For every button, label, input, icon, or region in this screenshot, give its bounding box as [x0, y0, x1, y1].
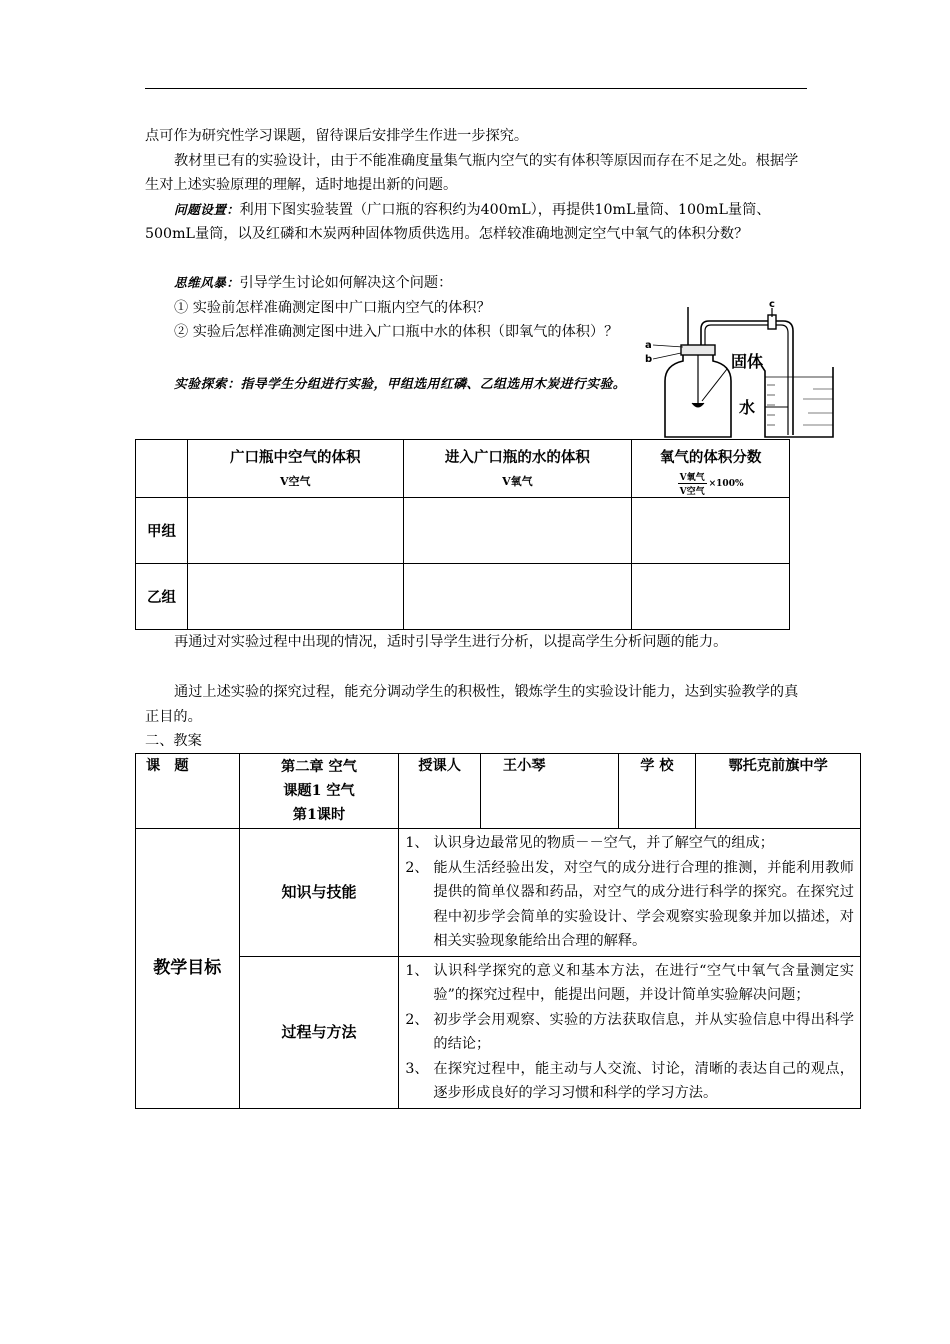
- summary-paragraph: 通过上述实验的探究过程，能充分调动学生的积极性，锻炼学生的实验设计能力，达到实验教学的真正目的。: [145, 684, 799, 725]
- corner-cell: [136, 440, 188, 498]
- table-cell: [403, 564, 632, 630]
- table-cell: [403, 498, 632, 564]
- fraction-numerator: V氧气: [678, 470, 707, 484]
- question-text: 利用下图实验装置（广口瓶的容积约为400mL），再提供10mL量筒、100mL量筒、500mL量筒，以及红磷和木炭两种固体物质供选用。怎样较准确地测定空气中氧气的体积分数？: [145, 201, 771, 242]
- school-name: 鄂托克前旗中学: [696, 754, 861, 829]
- question-1: ① 实验前怎样准确测定图中广口瓶内空气的体积？: [174, 299, 491, 316]
- analysis-paragraph: 再通过对实验过程中出现的情况，适时引导学生进行分析，以提高学生分析问题的能力。: [174, 634, 728, 650]
- explore-paragraph: [145, 372, 642, 397]
- label-a: a: [645, 340, 652, 351]
- fraction-denominator: V空气: [679, 487, 705, 497]
- list-item: 2、 初步学会用观察、实验的方法获取信息，并从实验信息中得出科学的结论；: [405, 1011, 854, 1052]
- row-label-group-b: 乙组: [136, 564, 188, 630]
- topic-cell: [239, 754, 399, 829]
- goal-label: 教学目标: [136, 829, 240, 1109]
- question-paragraph: [145, 198, 810, 247]
- method-content: [399, 956, 861, 1108]
- symbol-v-air: V空气: [279, 475, 311, 488]
- table-cell: [187, 564, 403, 630]
- list-item: 1、 认识科学探究的意义和基本方法，在进行“空气中氧气含量测定实验”的探究过程中，能提出问题，并设计简单实验解决问题；: [405, 962, 854, 1003]
- label-water: 水: [739, 398, 756, 417]
- topic-period: 第1课时: [292, 807, 346, 823]
- question-label: 问题设置：: [174, 201, 240, 217]
- label-c: c: [769, 299, 775, 310]
- list-item: 2、 能从生活经验出发，对空气的成分进行合理的推测，并能利用教师提供的简单仪器和药品，对空气的成分进行科学的探究。在探究过程中初步学会简单的实验设计、学会观察实验现象并加以描述，对相关实验现象能给出合理的解释。: [405, 859, 854, 949]
- brain-text: 引导学生讨论如何解决这个问题：: [239, 275, 453, 291]
- knowledge-list: [401, 831, 854, 954]
- experiment-table: [135, 439, 790, 630]
- question-2: ② 实验后怎样准确测定图中进入广口瓶中水的体积（即氧气的体积）？: [174, 324, 619, 340]
- fraction-formula: [632, 470, 789, 497]
- method-list: [401, 959, 854, 1106]
- table-cell: [187, 498, 403, 564]
- knowledge-content: [399, 829, 861, 957]
- explore-label: 实验探索：: [174, 377, 241, 392]
- label-solid: 固体: [731, 352, 764, 371]
- knowledge-label: 知识与技能: [239, 829, 399, 957]
- table-cell: [632, 564, 790, 630]
- symbol-v-oxygen: V氧气: [502, 475, 533, 488]
- topic-label: 课 题: [136, 754, 240, 829]
- list-item: 3、 在探究过程中，能主动与人交流、讨论，清晰的表达自己的观点，逐步形成良好的学习习惯和科学的学习方法。: [405, 1060, 854, 1101]
- teacher-name: 王小琴: [480, 754, 618, 829]
- apparatus-figure: [643, 295, 843, 441]
- intro-paragraph: 教材里已有的实验设计，由于不能准确度量集气瓶内空气的实有体积等原因而存在不足之处。根据学生对上述实验原理的理解，适时地提出新的问题。: [145, 152, 799, 193]
- stopper-icon: [681, 345, 715, 355]
- explore-text: 指导学生分组进行实验，甲组选用红磷、乙组选用木炭进行实验。: [240, 377, 627, 392]
- row-label-group-a: 甲组: [136, 498, 188, 564]
- header-oxygen-fraction: 氧气的体积分数 V氧气 V空气 ×100%: [632, 440, 790, 498]
- header-rule: [145, 88, 807, 89]
- method-label: 过程与方法: [239, 956, 399, 1108]
- list-item: 1、 认识身边最常见的物质－－空气，并了解空气的组成；: [405, 835, 774, 851]
- lesson-plan-table: [135, 753, 861, 1109]
- brain-label: 思维风暴：: [174, 275, 240, 290]
- label-b: b: [645, 354, 653, 365]
- teacher-label: 授课人: [399, 754, 481, 829]
- topic-chapter: 第二章 空气: [281, 759, 357, 775]
- fraction-tail: ×100%: [708, 478, 744, 489]
- topic-section: 课题1 空气: [283, 783, 355, 799]
- header-water-volume: 进入广口瓶的水的体积 V氧气: [403, 440, 632, 498]
- section-heading: 二、教案: [145, 733, 202, 749]
- school-label: 学 校: [618, 754, 696, 829]
- table-cell: [632, 498, 790, 564]
- intro-line: 点可作为研究性学习课题，留待课后安排学生作进一步探究。: [145, 128, 529, 144]
- brain-paragraph: [145, 271, 635, 296]
- header-air-volume: 广口瓶中空气的体积 V空气: [187, 440, 403, 498]
- clamp-icon: [768, 315, 776, 329]
